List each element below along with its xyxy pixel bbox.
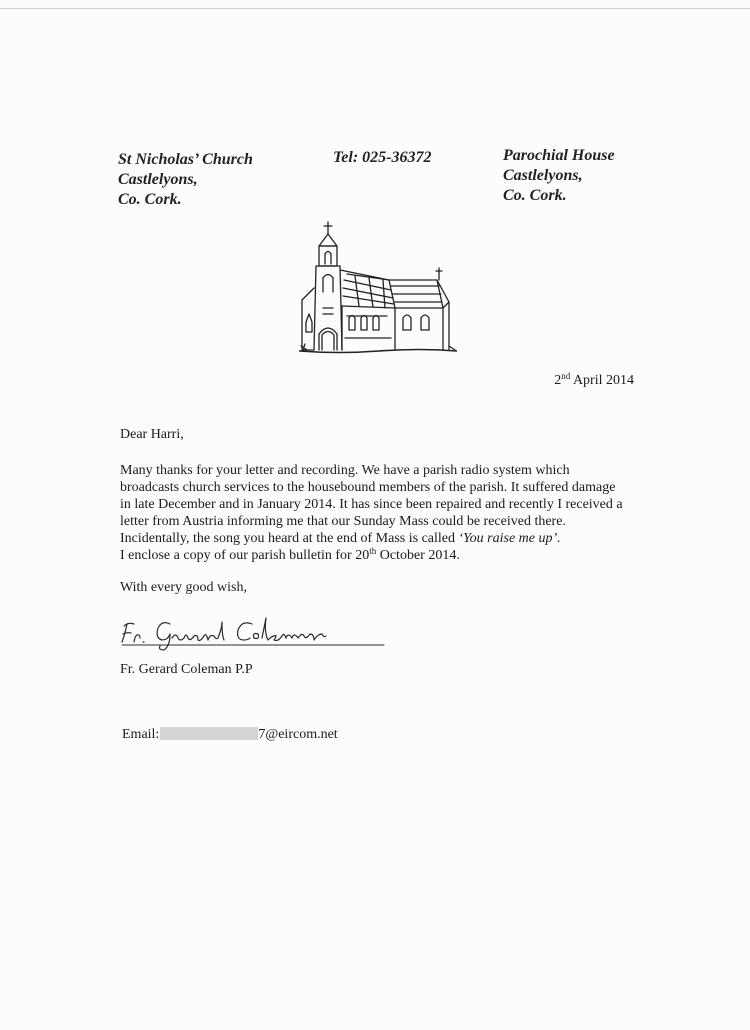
body-line [120, 530, 650, 547]
date-month-year: April 2014 [570, 373, 634, 388]
church-drawing [299, 218, 457, 354]
telephone-text: Tel: 025-36372 [333, 149, 432, 166]
body-text-segment: Incidentally, the song you heard at the end of Mass is called [120, 531, 459, 546]
house-county: Co. Cork. [503, 187, 567, 204]
signer-name: Fr. Gerard Coleman P.P [120, 662, 253, 677]
church-county: Co. Cork. [118, 191, 182, 208]
parochial-house-address [503, 146, 615, 206]
body-line: Many thanks for your letter and recording. We have a parish radio system which [120, 463, 570, 478]
ordinal-suffix: th [369, 546, 377, 556]
letter-body [120, 462, 650, 564]
telephone [333, 148, 432, 168]
date-suffix: nd [561, 371, 571, 381]
church-address [118, 150, 253, 210]
closing: With every good wish, [120, 580, 247, 595]
body-text-segment: October 2014. [376, 548, 460, 563]
house-town: Castlelyons, [503, 167, 583, 184]
handwritten-signature [118, 612, 386, 652]
song-title: ‘You raise me up’. [458, 531, 561, 546]
email-line [122, 726, 338, 743]
church-town: Castlelyons, [118, 171, 198, 188]
paper-edge [0, 8, 750, 9]
body-line: letter from Austria informing me that our Sunday Mass could be received there. [120, 514, 566, 529]
redaction-bar [160, 727, 258, 740]
house-name: Parochial House [503, 147, 615, 164]
body-line: broadcasts church services to the housebound members of the parish. It suffered damage [120, 480, 616, 495]
email-label: Email: [122, 727, 160, 742]
body-line: in late December and in January 2014. It has since been repaired and recently I received a [120, 497, 623, 512]
greeting: Dear Harri, [120, 427, 184, 442]
letter-date [554, 372, 634, 389]
body-text-segment: I enclose a copy of our parish bulletin for 20 [120, 548, 370, 563]
date-day: 2 [554, 373, 562, 388]
body-line [120, 547, 650, 564]
church-name: St Nicholas’ Church [118, 151, 253, 168]
email-visible-part: 7@eircom.net [258, 727, 338, 742]
